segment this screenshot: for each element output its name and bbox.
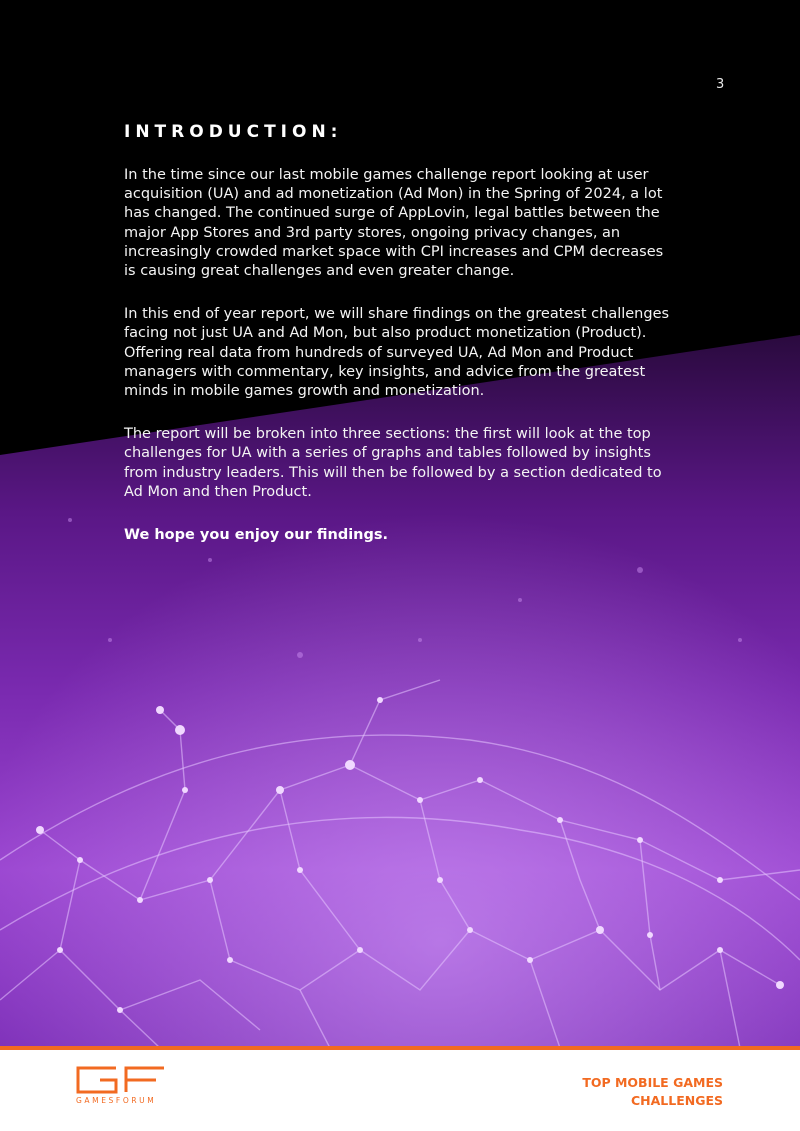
report-title-line: TOP MOBILE GAMES [582,1075,723,1090]
logo-wordmark: GAMESFORUM [76,1096,157,1105]
closing-statement: We hope you enjoy our findings. [124,527,389,544]
report-title [582,1074,723,1110]
page-footer [0,1046,800,1131]
intro-paragraph: In this end of year report, we will share findings on the greatest challenges facing not just UA and Ad Mon, but also product monetization (Product). Offering real data from hundreds of surveyed UA, Ad Mon and Product managers with commentary, key insights, and advice from the greatest minds in mobile games growth and monetization. [124,306,670,400]
intro-paragraph: The report will be broken into three sections: the first will look at the top challenges for UA with a series of graphs and tables followed by insights from industry leaders. This will then be followed by a section dedicated to Ad Mon and then Product. [124,426,662,500]
page-number: 3 [716,77,725,92]
report-title-line: CHALLENGES [630,1093,723,1108]
section-heading: INTRODUCTION: [124,122,343,142]
introduction-section [124,122,672,569]
footer-accent-bar [0,1046,800,1050]
intro-paragraph: In the time since our last mobile games challenge report looking at user acquisition (UA) and ad monetization (Ad Mon) in the Spring of 2024, a lot has changed. The continued surge of AppLovin, legal battles between the major App Stores and 3rd party stores, ongoing privacy changes, an increasingly crowded market space with CPI increases and CPM decreases is causing great challenges and even greater change. [124,167,664,280]
